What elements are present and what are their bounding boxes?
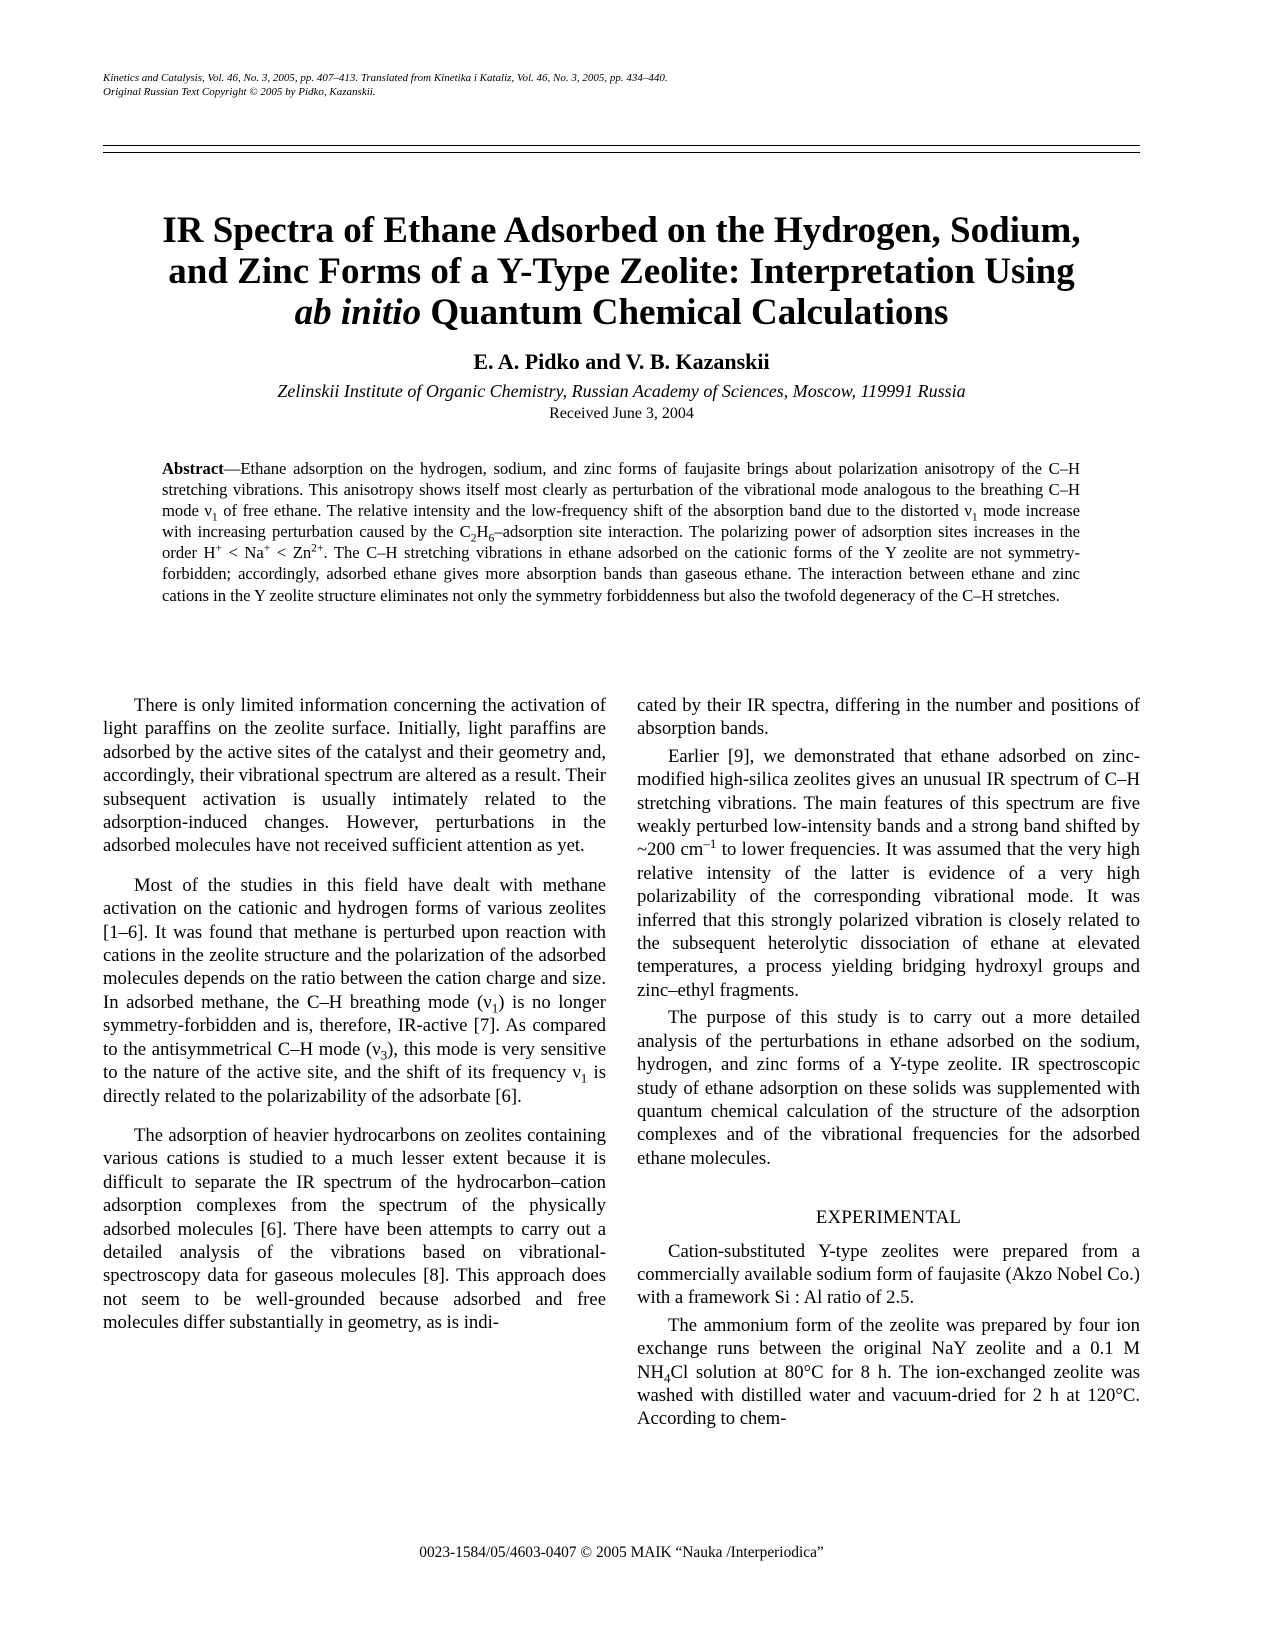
title-line-3 xyxy=(103,292,1140,333)
header-rule-top xyxy=(103,145,1140,146)
affiliation: Zelinskii Institute of Organic Chemistry, Russian Academy of Sciences, Moscow, 119991 Russia xyxy=(277,381,966,401)
abstract-label: Abstract xyxy=(162,459,224,478)
header-rule-bottom xyxy=(103,152,1140,153)
authors: E. A. Pidko and V. B. Kazanskii xyxy=(473,349,770,374)
journal-citation: Kinetics and Catalysis, Vol. 46, No. 3, 2005, pp. 407–413. Translated from Kinetika i Kataliz, Vol. 46, No. 3, 2005, pp. 434–440. xyxy=(103,72,668,84)
paper-title xyxy=(103,210,1140,333)
title-line-2: and Zinc Forms of a Y-Type Zeolite: Interpretation Using xyxy=(168,251,1075,292)
paragraph: Earlier [9], we demonstrated that ethane adsorbed on zinc-modified high-silica zeolites gives an unusual IR spectrum of C–H stretching vibrations. The main features of this spectrum are five weakly perturbed low-intensity bands and a strong band shifted by ~200 $cm^{-1}$ to lower frequencies. It was assumed that the very high relative intensity of the latter is evidence of a very high polarizability of the corresponding vibrational mode. It was inferred that this strongly polarized vibration is closely related to the subsequent heterolytic dissociation of ethane at elevated temperatures, a process yielding bridging hydroxyl groups and zinc–ethyl fragments. xyxy=(637,745,1140,1001)
copyright-line: Original Russian Text Copyright © 2005 by Pidko, Kazanskii. xyxy=(103,86,376,98)
abstract: Abstract—Ethane adsorption on the hydrogen, sodium, and zinc forms of faujasite brings about polarization anisotropy of the C–H stretching vibrations. This anisotropy shows itself most clearly as perturbation of the vibrational mode analogous to the breathing C–H mode $\nu_1$ of free ethane. The relative intensity and the low-frequency shift of the absorption band due to the distorted $\nu_1$ mode increase with increasing perturbation caused by the $C_2H_6$–adsorption site interaction. The polarizing power of adsorption sites increases in the order $H^+ < Na^+ < Zn^{2+}$. The C–H stretching vibrations in ethane adsorbed on the cationic forms of the Y zeolite are not symmetry-forbidden; accordingly, adsorbed ethane gives more absorption bands than gaseous ethane. The interaction between ethane and zinc cations in the Y zeolite structure eliminates not only the symmetry forbiddenness but also the twofold degeneracy of the C–H stretches. xyxy=(162,459,1081,605)
section-heading-experimental: EXPERIMENTAL xyxy=(815,1207,962,1229)
journal-header xyxy=(103,71,1103,99)
title-italic: ab initio xyxy=(294,292,422,333)
page-footer: 0023-1584/05/4603-0407 © 2005 MAIK “Nauka /Interperiodica” xyxy=(419,1544,824,1561)
paragraph: The adsorption of heavier hydrocarbons on zeolites containing various cations is studied to a much lesser extent because it is difficult to separate the IR spectrum of the hydrocarbon–cation adsorption complexes from the spectrum of the physically adsorbed molecules [6]. There have been attempts to carry out a detailed analysis of the vibrations based on vibrational-spectroscopy data for gaseous molecules [8]. This approach does not seem to be well-grounded because adsorbed and free molecules differ substantially in geometry, as is indi- xyxy=(103,1124,606,1334)
paragraph-continued: cated by their IR spectra, differing in the number and positions of absorption bands. xyxy=(637,695,1140,740)
paragraph: Most of the studies in this field have dealt with methane activation on the cationic and hydrogen forms of various zeolites [1–6]. It was found that methane is perturbed upon reaction with cations in the zeolite structure and the polarization of the adsorbed molecules depends on the ratio between the cation charge and size. In adsorbed methane, the C–H breathing mode $(\nu_1)$ is no longer symmetry-forbidden and is, therefore, IR-active [7]. As compared to the antisymmetrical C–H mode $(\nu_3)$, this mode is very sensitive to the nature of the active site, and the shift of its frequency $\nu_1$ is directly related to the polarizability of the adsorbate [6]. xyxy=(103,874,606,1107)
paragraph: There is only limited information concerning the activation of light paraffins on the zeolite surface. Initially, light paraffins are adsorbed by the active sites of the catalyst and their geometry and, accordingly, their vibrational spectrum are altered as a result. Their subsequent activation is usually intimately related to the adsorption-induced changes. However, perturbations in the adsorbed molecules have not received sufficient attention as yet. xyxy=(103,695,606,857)
left-column xyxy=(103,694,606,1351)
title-line-3-rest: Quantum Chemical Calculations xyxy=(421,292,949,333)
paragraph: Cation-substituted Y-type zeolites were prepared from a commercially available sodium form of faujasite (Akzo Nobel Co.) with a framework Si : Al ratio of 2.5. xyxy=(637,1240,1140,1309)
title-line-1: IR Spectra of Ethane Adsorbed on the Hydrogen, Sodium, xyxy=(162,210,1081,251)
paragraph: The purpose of this study is to carry out a more detailed analysis of the perturbations in ethane adsorbed on the sodium, hydrogen, and zinc forms of a Y-type zeolite. IR spectroscopic study of ethane adsorption on these solids was supplemented with quantum chemical calculation of the structure of the adsorption complexes and of the vibrational frequencies for the adsorbed ethane molecules. xyxy=(637,1007,1140,1169)
received-date: Received June 3, 2004 xyxy=(549,405,694,422)
right-column xyxy=(637,694,1140,1447)
paragraph: The ammonium form of the zeolite was prepared by four ion exchange runs between the original NaY zeolite and a 0.1 M $NH_4Cl$ solution at 80°C for 8 h. The ion-exchanged zeolite was washed with distilled water and vacuum-dried for 2 h at 120°C. According to chem- xyxy=(637,1314,1140,1430)
